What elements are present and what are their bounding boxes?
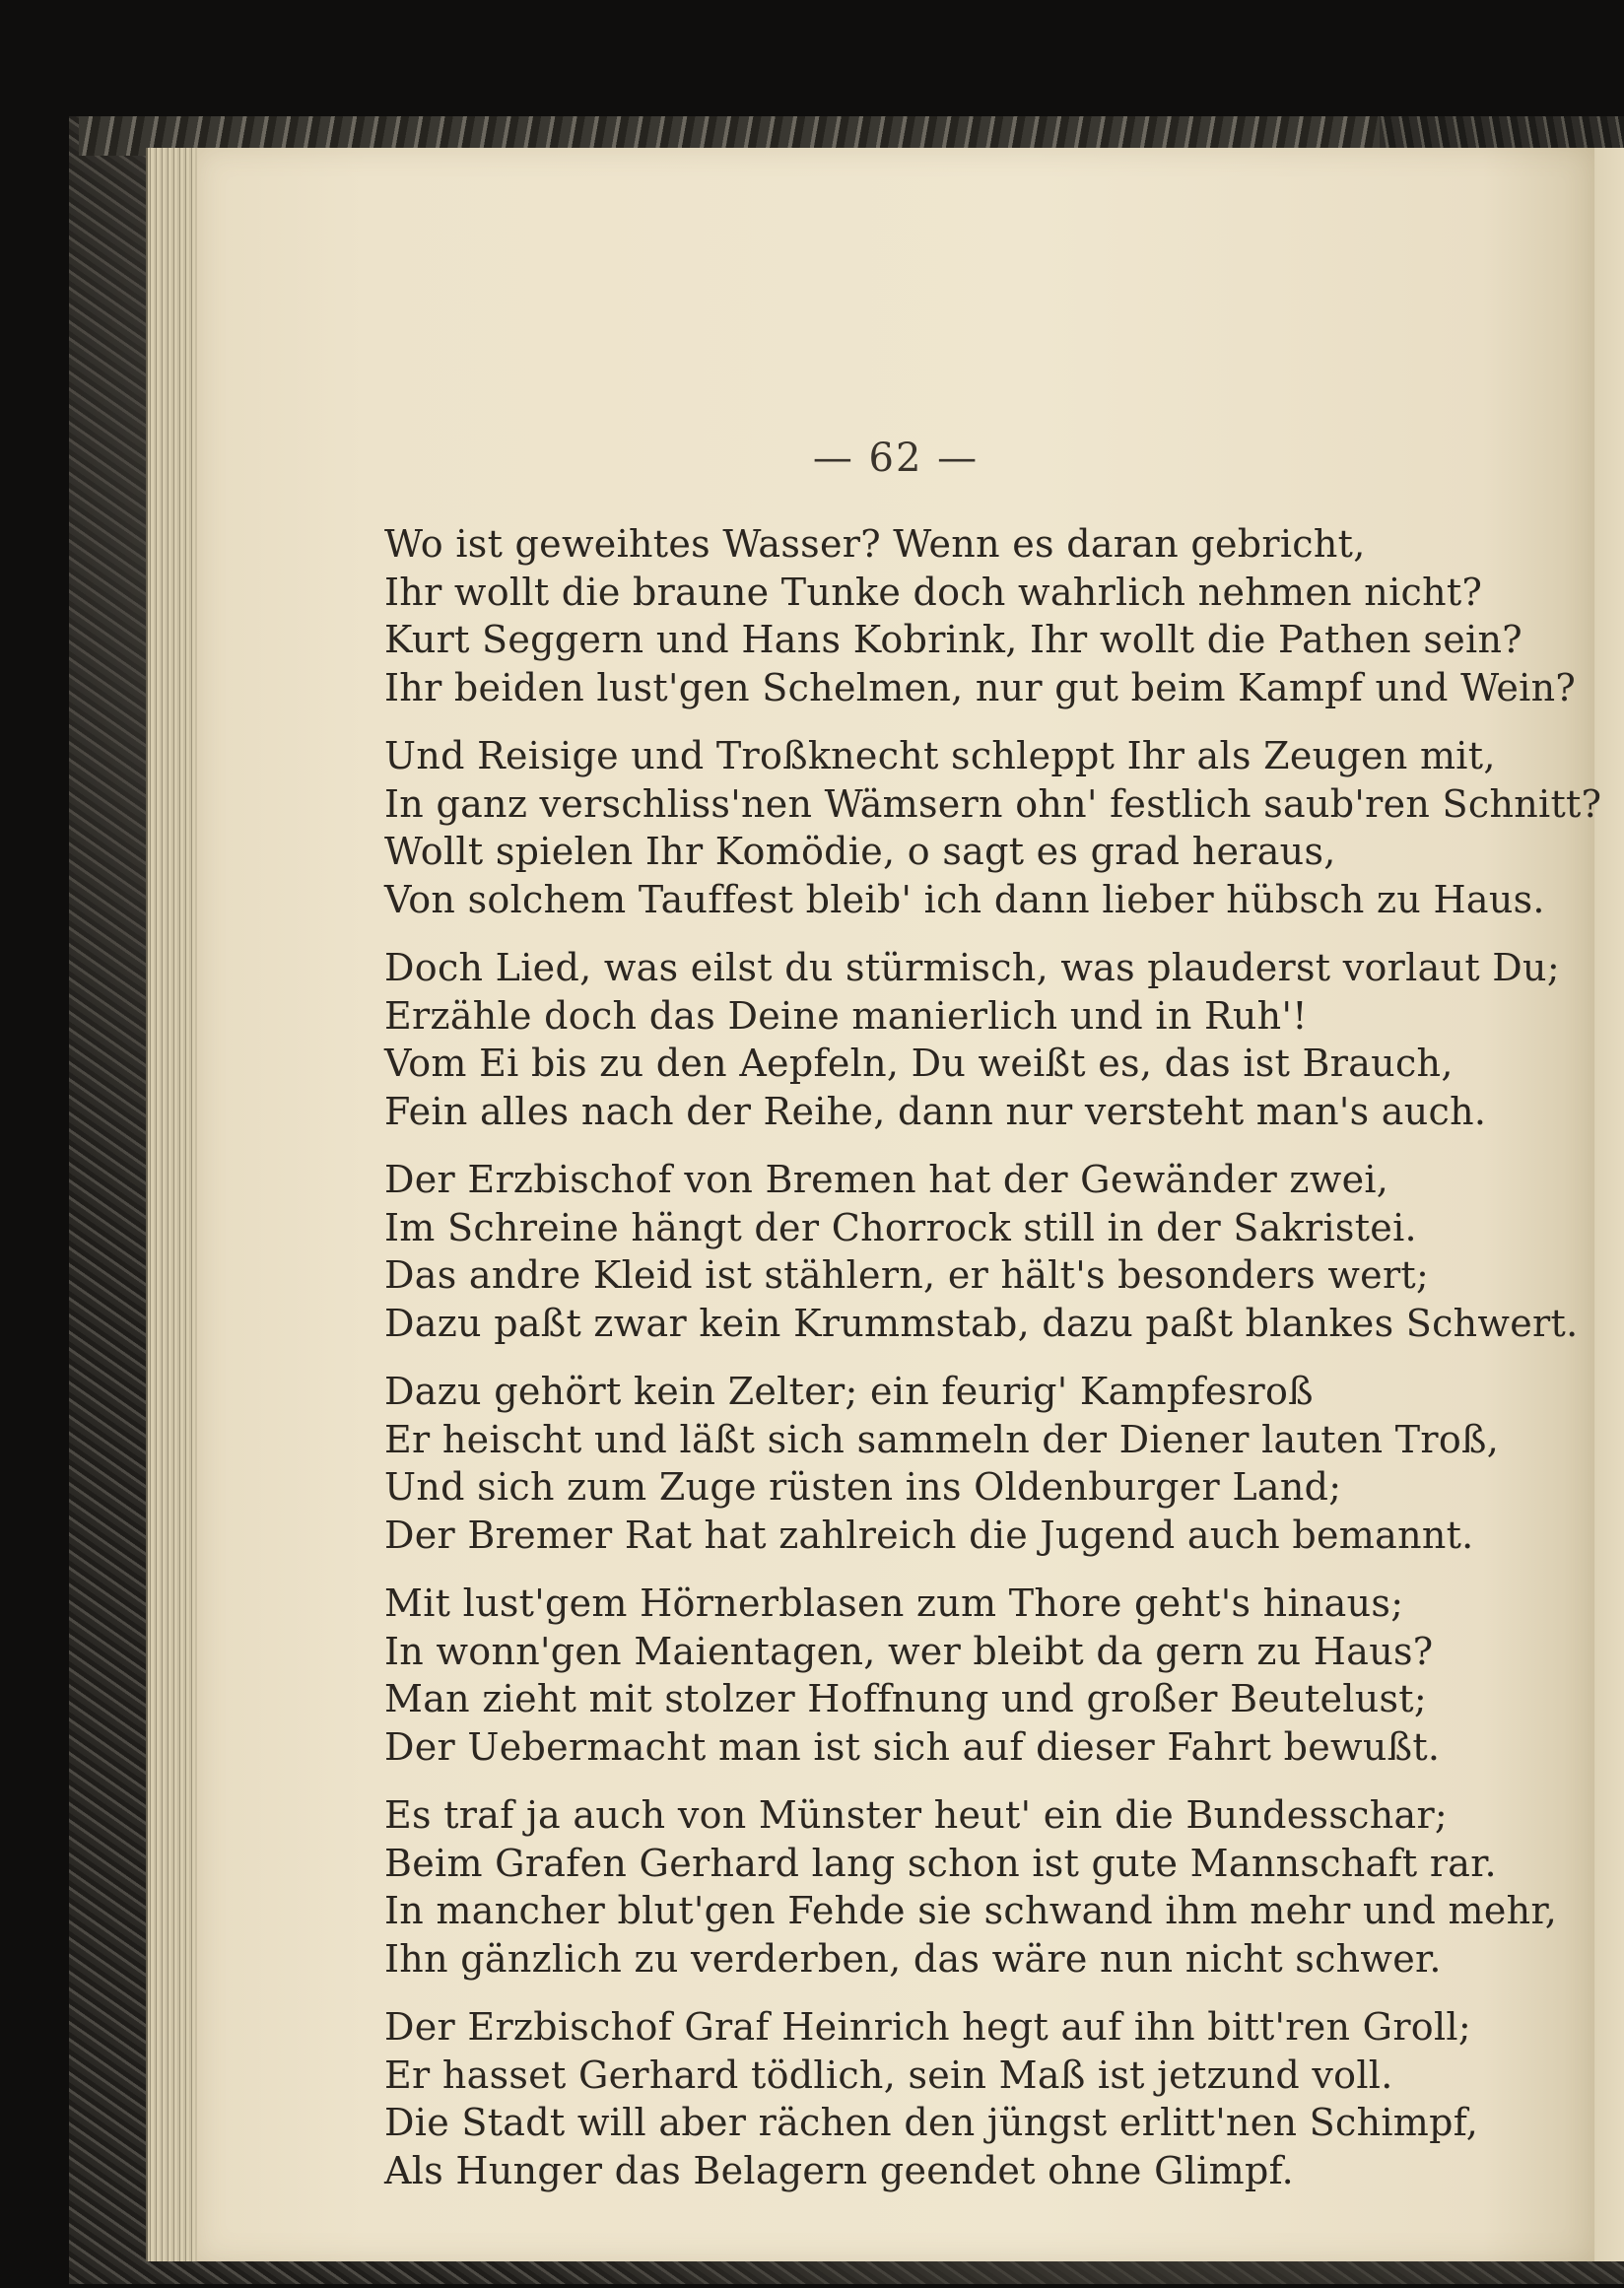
stanza <box>384 520 1587 711</box>
stanza <box>384 1580 1587 1771</box>
verse-line: Man zieht mit stolzer Hoffnung und großer Beutelust; <box>384 1677 1427 1720</box>
verse-line: Erzähle doch das Deine manierlich und in Ruh'! <box>384 993 1308 1038</box>
stanza <box>384 1368 1587 1559</box>
verse-line: Ihr beiden lust'gen Schelmen, nur gut beim Kampf und Wein? <box>384 665 1577 709</box>
verse-line: In wonn'gen Maientagen, wer bleibt da gern zu Haus? <box>384 1629 1434 1673</box>
verse-line: Im Schreine hängt der Chorrock still in der Sakristei. <box>384 1205 1417 1249</box>
verse-line: Das andre Kleid ist stählern, er hält's besonders wert; <box>384 1253 1430 1297</box>
stanza <box>384 2003 1587 2194</box>
verse-line: Dazu gehört kein Zelter; ein feurig' Kampfesroß <box>384 1370 1314 1413</box>
poem-text <box>384 520 1602 2215</box>
stanza <box>384 944 1587 1135</box>
verse-line: Ihr wollt die braune Tunke doch wahrlich nehmen nicht? <box>384 570 1483 614</box>
verse-line: Er hasset Gerhard tödlich, sein Maß ist jetzund voll. <box>384 2052 1393 2097</box>
verse-line: Fein alles nach der Reihe, dann nur versteht man's auch. <box>384 1089 1487 1133</box>
verse-line: Von solchem Tauffest bleib' ich dann lieber hübsch zu Haus. <box>384 877 1545 921</box>
stanza <box>384 732 1602 923</box>
verse-line: Als Hunger das Belagern geendet ohne Glimpf. <box>384 2148 1294 2192</box>
verse-line: Doch Lied, was eilst du stürmisch, was plauderst vorlaut Du; <box>384 946 1560 989</box>
verse-line: Der Erzbischof Graf Heinrich hegt auf ihn bitt'ren Groll; <box>384 2005 1471 2049</box>
verse-line: Dazu paßt zwar kein Krummstab, dazu paßt blankes Schwert. <box>384 1301 1579 1345</box>
verse-line: Wollt spielen Ihr Komödie, o sagt es grad heraus, <box>384 830 1336 873</box>
verse-line: Der Bremer Rat hat zahlreich die Jugend auch bemannt. <box>384 1513 1474 1557</box>
verse-line: In mancher blut'gen Fehde sie schwand ihm mehr und mehr, <box>384 1889 1558 1932</box>
page-block-edges <box>146 148 203 2261</box>
verse-line: Es traf ja auch von Münster heut' ein die Bundesschar; <box>384 1793 1449 1837</box>
stanza <box>384 1156 1587 1347</box>
verse-line: Mit lust'gem Hörnerblasen zum Thore geht's hinaus; <box>384 1581 1404 1625</box>
verse-line: Er heischt und läßt sich sammeln der Diener lauten Troß, <box>384 1417 1500 1461</box>
verse-line: Kurt Seggern und Hans Kobrink, Ihr wollt die Pathen sein? <box>384 618 1522 661</box>
verse-line: Die Stadt will aber rächen den jüngst erlitt'nen Schimpf, <box>384 2101 1479 2144</box>
verse-line: In ganz verschliss'nen Wämsern ohn' festlich saub'ren Schnitt? <box>384 781 1602 826</box>
verse-line: Beim Grafen Gerhard lang schon ist gute Mannschaft rar. <box>384 1841 1497 1885</box>
stanza <box>384 1791 1587 1983</box>
verse-line: Und Reisige und Troßknecht schleppt Ihr als Zeugen mit, <box>384 734 1496 777</box>
verse-line: Vom Ei bis zu den Aepfeln, Du weißt es, das ist Brauch, <box>384 1042 1454 1085</box>
page-number: — 62 — <box>812 436 980 481</box>
verse-line: Der Erzbischof von Bremen hat der Gewänder zwei, <box>384 1158 1389 1201</box>
book-page <box>197 148 1602 2261</box>
verse-line: Ihn gänzlich zu verderben, das wäre nun nicht schwer. <box>384 1936 1442 1981</box>
verse-line: Und sich zum Zuge rüsten ins Oldenburger Land; <box>384 1465 1342 1509</box>
verse-line: Wo ist geweihtes Wasser? Wenn es daran gebricht, <box>384 522 1366 566</box>
verse-line: Der Uebermacht man ist sich auf dieser Fahrt bewußt. <box>384 1724 1441 1769</box>
